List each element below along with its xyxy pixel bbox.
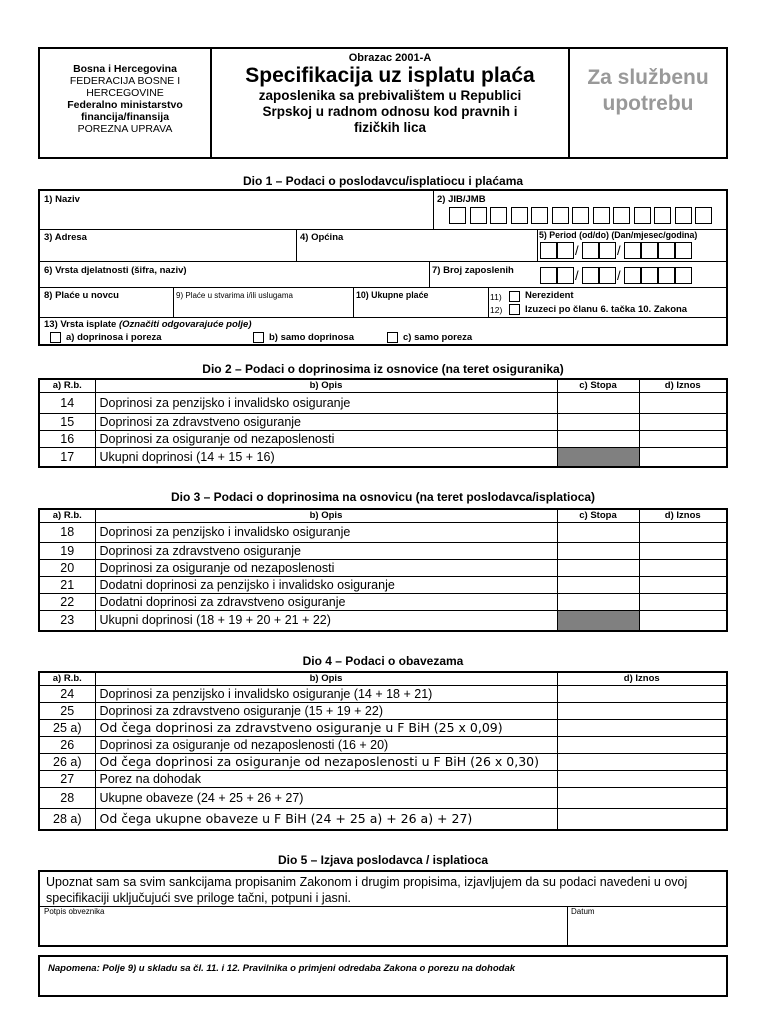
amount-cell[interactable]: [639, 576, 727, 593]
field-place-stvari: 9) Plaće u stvarima i/ili uslugama: [176, 291, 293, 300]
row-description: Doprinosi za zdravstveno osiguranje (15 + 19 + 22): [95, 702, 557, 719]
amount-cell[interactable]: [557, 685, 727, 702]
field-opcina: 4) Općina: [300, 232, 344, 243]
digit-cell[interactable]: [675, 207, 692, 224]
amount-cell[interactable]: [557, 719, 727, 736]
column-header: a) R.b.: [39, 509, 95, 522]
dio5-declaration: [38, 870, 728, 947]
row-description: Dodatni doprinosi za penzijsko i invalidsko osiguranje: [95, 576, 557, 593]
opt-c-label: c) samo poreza: [403, 332, 473, 343]
f11-label: Nerezident: [525, 290, 574, 301]
column-header: a) R.b.: [39, 379, 95, 392]
digit-cell[interactable]: [658, 242, 675, 259]
amount-cell[interactable]: [639, 522, 727, 542]
official-use-1: Za službenu: [587, 66, 709, 89]
rate-cell[interactable]: [557, 559, 639, 576]
amount-cell[interactable]: [557, 753, 727, 770]
field-naziv: 1) Naziv: [44, 194, 80, 205]
column-header: d) Iznos: [639, 379, 727, 392]
column-header: d) Iznos: [639, 509, 727, 522]
table-row: [39, 770, 727, 787]
table-row: [39, 576, 727, 593]
row-description: Dodatni doprinosi za zdravstveno osiguranje: [95, 593, 557, 610]
field-place-novac: 8) Plaće u novcu: [44, 290, 119, 301]
row-number: 19: [39, 542, 95, 559]
form-title: Specifikacija uz isplatu plaća: [245, 64, 535, 87]
field-broj-zaposlenih: 7) Broj zaposlenih: [432, 265, 514, 276]
official-use-2: upotrebu: [602, 92, 694, 115]
amount-cell[interactable]: [557, 787, 727, 808]
row-description: Doprinosi za zdravstveno osiguranje: [95, 413, 557, 430]
row-number: 28 a): [39, 808, 95, 830]
rate-cell: [557, 610, 639, 631]
official-use-block: [570, 49, 726, 157]
amount-cell[interactable]: [639, 413, 727, 430]
digit-cell[interactable]: [641, 267, 658, 284]
row-number: 25: [39, 702, 95, 719]
row-number: 26 a): [39, 753, 95, 770]
digit-cell[interactable]: [490, 207, 507, 224]
form-header: [38, 47, 728, 159]
rate-cell[interactable]: [557, 593, 639, 610]
row-description: Od čega doprinosi za osiguranje od nezaposlenosti u F BiH (26 x 0,30): [95, 753, 557, 770]
field-djelatnost: 6) Vrsta djelatnosti (šifra, naziv): [44, 265, 187, 276]
dio1-employer-section: [38, 189, 728, 346]
amount-cell[interactable]: [639, 542, 727, 559]
potpis-label: Potpis obveznika: [44, 907, 105, 916]
rate-cell[interactable]: [557, 413, 639, 430]
row-number: 18: [39, 522, 95, 542]
amount-cell[interactable]: [639, 593, 727, 610]
digit-cell[interactable]: [599, 267, 616, 284]
table-row: [39, 685, 727, 702]
digit-cell[interactable]: [675, 267, 692, 284]
f13-label: 13) Vrsta isplate: [44, 319, 117, 330]
nerezident-checkbox[interactable]: [509, 291, 520, 302]
row-description: Doprinosi za penzijsko i invalidsko osiguranje: [95, 522, 557, 542]
row-description: Doprinosi za zdravstveno osiguranje: [95, 542, 557, 559]
digit-cell[interactable]: [624, 267, 641, 284]
row-description: Ukupne obaveze (24 + 25 + 26 + 27): [95, 787, 557, 808]
row-number: 16: [39, 430, 95, 447]
signature-field[interactable]: [42, 918, 562, 945]
date-separator: /: [617, 243, 621, 258]
field-adresa: 3) Adresa: [44, 232, 87, 243]
table-row: [39, 447, 727, 467]
dio2-table: [38, 378, 728, 468]
f13-hint: (Označiti odgovarajuće polje): [119, 319, 252, 330]
table-row: [39, 392, 727, 413]
column-header: c) Stopa: [557, 509, 639, 522]
field-vrsta-isplate: [44, 319, 252, 330]
column-header: b) Opis: [95, 509, 557, 522]
row-description: Ukupni doprinosi (18 + 19 + 20 + 21 + 22): [95, 610, 557, 631]
digit-cell[interactable]: [582, 267, 599, 284]
rate-cell: [557, 447, 639, 467]
digit-cell[interactable]: [658, 267, 675, 284]
amount-cell[interactable]: [557, 770, 727, 787]
table-row: [39, 702, 727, 719]
amount-cell[interactable]: [557, 702, 727, 719]
issuer-country: Bosna i Hercegovina: [73, 63, 177, 75]
amount-cell[interactable]: [557, 808, 727, 830]
table-row: [39, 753, 727, 770]
digit-cell[interactable]: [552, 207, 569, 224]
date-separator: /: [575, 243, 579, 258]
row-description: Doprinosi za osiguranje od nezaposlenosti: [95, 559, 557, 576]
datum-label: Datum: [571, 907, 595, 916]
f12-num: 12): [490, 305, 503, 315]
digit-cell[interactable]: [572, 207, 589, 224]
row-description: Od čega ukupne obaveze u F BiH (24 + 25 a) + 26 a) + 27): [95, 808, 557, 830]
date-separator: /: [575, 268, 579, 283]
rate-cell[interactable]: [557, 542, 639, 559]
digit-cell[interactable]: [531, 207, 548, 224]
field-ukupne-place: 10) Ukupne plaće: [356, 290, 429, 300]
row-number: 20: [39, 559, 95, 576]
issuer-ministry-2: financija/finansija: [80, 111, 170, 123]
rate-cell[interactable]: [557, 576, 639, 593]
digit-cell[interactable]: [511, 207, 528, 224]
amount-cell[interactable]: [639, 430, 727, 447]
digit-cell[interactable]: [582, 242, 599, 259]
row-number: 21: [39, 576, 95, 593]
column-header: d) Iznos: [557, 672, 727, 685]
row-number: 25 a): [39, 719, 95, 736]
digit-cell[interactable]: [641, 242, 658, 259]
table-row: [39, 413, 727, 430]
row-number: 17: [39, 447, 95, 467]
table-row: [39, 808, 727, 830]
row-description: Ukupni doprinosi (14 + 15 + 16): [95, 447, 557, 467]
digit-cell[interactable]: [654, 207, 671, 224]
table-row: [39, 430, 727, 447]
opt-b-checkbox[interactable]: [253, 332, 264, 343]
column-header: a) R.b.: [39, 672, 95, 685]
amount-cell[interactable]: [639, 610, 727, 631]
opt-c-checkbox[interactable]: [387, 332, 398, 343]
issuer-ministry: Federalno ministarstvo: [67, 99, 183, 111]
row-number: 14: [39, 392, 95, 413]
form-subtitle-1: zaposlenika sa prebivalištem u Republici: [258, 88, 522, 103]
issuer-block: [40, 49, 212, 157]
table-row: [39, 610, 727, 631]
date-separator: /: [617, 268, 621, 283]
table-row: [39, 593, 727, 610]
digit-cell[interactable]: [470, 207, 487, 224]
table-row: [39, 522, 727, 542]
form-code: Obrazac 2001-A: [348, 52, 432, 64]
digit-cell[interactable]: [540, 267, 557, 284]
amount-cell[interactable]: [639, 447, 727, 467]
izuzeci-checkbox[interactable]: [509, 304, 520, 315]
digit-cell[interactable]: [557, 267, 574, 284]
rate-cell[interactable]: [557, 392, 639, 413]
row-number: 15: [39, 413, 95, 430]
column-header: b) Opis: [95, 379, 557, 392]
digit-cell[interactable]: [557, 242, 574, 259]
rate-cell[interactable]: [557, 522, 639, 542]
table-row: [39, 736, 727, 753]
dio3-title: Dio 3 – Podaci o doprinosima na osnovicu (na teret poslodavca/isplatioca): [170, 490, 596, 504]
issuer-entity-2: HERCEGOVINE: [86, 87, 164, 99]
amount-cell[interactable]: [639, 559, 727, 576]
row-description: Doprinosi za osiguranje od nezaposlenosti: [95, 430, 557, 447]
issuer-authority: POREZNA UPRAVA: [77, 123, 173, 135]
row-number: 23: [39, 610, 95, 631]
form-subtitle-2: Srpskoj u radnom odnosu kod pravnih i: [262, 104, 518, 119]
row-number: 28: [39, 787, 95, 808]
row-number: 22: [39, 593, 95, 610]
row-description: Od čega doprinosi za zdravstveno osiguranje u F BiH (25 x 0,09): [95, 719, 557, 736]
row-description: Porez na dohodak: [95, 770, 557, 787]
row-description: Doprinosi za penzijsko i invalidsko osiguranje (14 + 18 + 21): [95, 685, 557, 702]
row-description: Doprinosi za penzijsko i invalidsko osiguranje: [95, 392, 557, 413]
column-header: b) Opis: [95, 672, 557, 685]
declaration-text: Upoznat sam sa svim sankcijama propisanim Zakonom i drugim propisima, izjavljujem da su podaci navedeni u ovoj specifikaciji uključujući sve priloge tačni, potpuni i jasni.: [46, 875, 688, 905]
date-field[interactable]: [571, 918, 721, 945]
issuer-entity: FEDERACIJA BOSNE I: [69, 75, 181, 87]
digit-cell[interactable]: [449, 207, 466, 224]
row-number: 24: [39, 685, 95, 702]
dio1-title: Dio 1 – Podaci o poslodavcu/isplatiocu i plaćama: [242, 174, 524, 188]
opt-a-checkbox[interactable]: [50, 332, 61, 343]
digit-cell[interactable]: [695, 207, 712, 224]
dio5-title: Dio 5 – Izjava poslodavca / isplatioca: [277, 853, 489, 867]
digit-cell[interactable]: [599, 242, 616, 259]
row-number: 26: [39, 736, 95, 753]
form-subtitle-3: fizičkih lica: [353, 120, 427, 135]
rate-cell[interactable]: [557, 430, 639, 447]
amount-cell[interactable]: [557, 736, 727, 753]
digit-cell[interactable]: [634, 207, 651, 224]
amount-cell[interactable]: [639, 392, 727, 413]
row-number: 27: [39, 770, 95, 787]
dio2-title: Dio 2 – Podaci o doprinosima iz osnovice (na teret osiguranika): [202, 362, 564, 376]
dio4-title: Dio 4 – Podaci o obavezama: [302, 654, 464, 668]
digit-cell[interactable]: [593, 207, 610, 224]
f11-num: 11): [490, 292, 502, 302]
opt-b-label: b) samo doprinosa: [269, 332, 354, 343]
digit-cell[interactable]: [540, 242, 557, 259]
dio4-table: [38, 671, 728, 831]
table-row: [39, 559, 727, 576]
opt-a-label: a) doprinosa i poreza: [66, 332, 162, 343]
dio3-table: [38, 508, 728, 632]
row-description: Doprinosi za osiguranje od nezaposlenosti (16 + 20): [95, 736, 557, 753]
table-row: [39, 787, 727, 808]
field-jib: 2) JIB/JMB: [437, 194, 486, 205]
field-period: 5) Period (od/do) (Dan/mjesec/godina): [539, 230, 698, 240]
digit-cell[interactable]: [675, 242, 692, 259]
f12-label: Izuzeci po članu 6. tačka 10. Zakona: [525, 304, 688, 315]
table-row: [39, 542, 727, 559]
table-row: [39, 719, 727, 736]
digit-cell[interactable]: [613, 207, 630, 224]
column-header: c) Stopa: [557, 379, 639, 392]
napomena-note: Napomena: Polje 9) u skladu sa čl. 11. i 12. Pravilnika o primjeni odredaba Zakona o porezu na dohodak: [38, 955, 728, 997]
title-block: [212, 49, 570, 157]
digit-cell[interactable]: [624, 242, 641, 259]
